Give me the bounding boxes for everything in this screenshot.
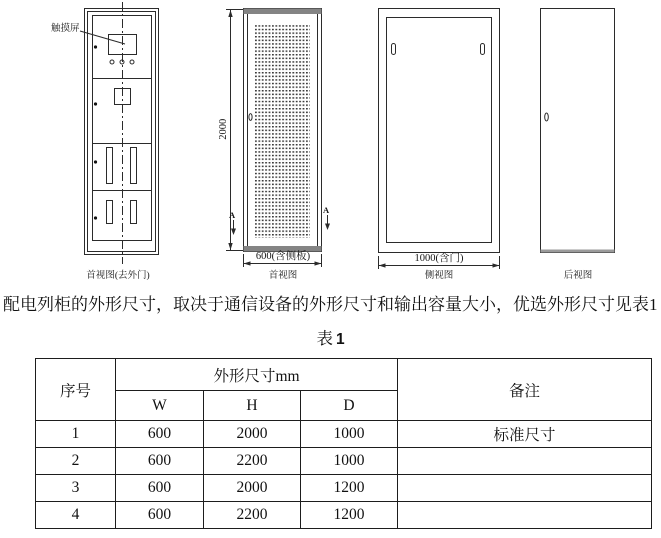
table-row: [36, 448, 652, 475]
cell-d: 1200: [301, 475, 398, 502]
side-view-linework: [379, 9, 500, 270]
table-title-prefix: 表: [316, 329, 333, 348]
body-paragraph: 配电列柜的外形尺寸，取决于通信设备的外形尺寸和输出容量大小，优选外形尺寸见表1: [3, 295, 658, 314]
front-view-open-linework: [80, 2, 159, 264]
section-mark-left: A: [229, 210, 236, 220]
cell-remark: 标准尺寸: [398, 421, 652, 448]
cell-h: 2200: [204, 448, 301, 475]
cell-w: 600: [116, 475, 204, 502]
door-lock: [249, 114, 252, 121]
rear-door-lock: [545, 113, 549, 121]
front-view-caption: 首视图: [268, 271, 298, 281]
table-row: [36, 421, 652, 448]
cell-seq: 2: [36, 448, 116, 475]
touchscreen-leader-line: [80, 31, 125, 44]
cell-seq: 4: [36, 502, 116, 529]
cell-d: 1000: [301, 448, 398, 475]
table-title: [0, 325, 661, 349]
col-header-w: W: [116, 391, 204, 421]
cell-w: 600: [116, 421, 204, 448]
cell-d: 1000: [301, 421, 398, 448]
side-view-caption: 侧视图: [424, 271, 454, 281]
rear-view-caption: 后视图: [563, 271, 593, 281]
cell-h: 2000: [204, 421, 301, 448]
table-title-number: 1: [335, 331, 345, 348]
perforated-panel: [255, 25, 310, 238]
cell-h: 2200: [204, 502, 301, 529]
cell-remark: [398, 502, 652, 529]
cell-seq: 1: [36, 421, 116, 448]
table-row: [36, 475, 652, 502]
table-header-row-1: [36, 359, 652, 391]
table-row: [36, 502, 652, 529]
col-header-remark: 备注: [398, 359, 652, 421]
rear-view-linework: [541, 9, 615, 253]
cell-h: 2000: [204, 475, 301, 502]
section-mark-right: A: [323, 205, 330, 215]
col-header-h: H: [204, 391, 301, 421]
cell-remark: [398, 475, 652, 502]
col-header-seq: 序号: [36, 359, 116, 421]
cell-w: 600: [116, 502, 204, 529]
hinge-dots: [94, 45, 97, 219]
cell-w: 600: [116, 448, 204, 475]
col-header-dims-group: 外形尺寸mm: [116, 359, 398, 391]
front-width-dimension-label: 600(含侧板): [255, 251, 311, 262]
cell-seq: 3: [36, 475, 116, 502]
height-dimension-label: 2000: [217, 118, 229, 140]
front-view-door-linework: [226, 9, 330, 268]
side-width-dimension-label: 1000(含门): [414, 253, 464, 264]
front-view-open-caption: 首视图(去外门): [86, 271, 150, 281]
dimension-table: [35, 358, 652, 529]
cell-remark: [398, 448, 652, 475]
col-header-d: D: [301, 391, 398, 421]
cell-d: 1200: [301, 502, 398, 529]
touchscreen-callout-label: 触摸屏: [51, 24, 80, 34]
